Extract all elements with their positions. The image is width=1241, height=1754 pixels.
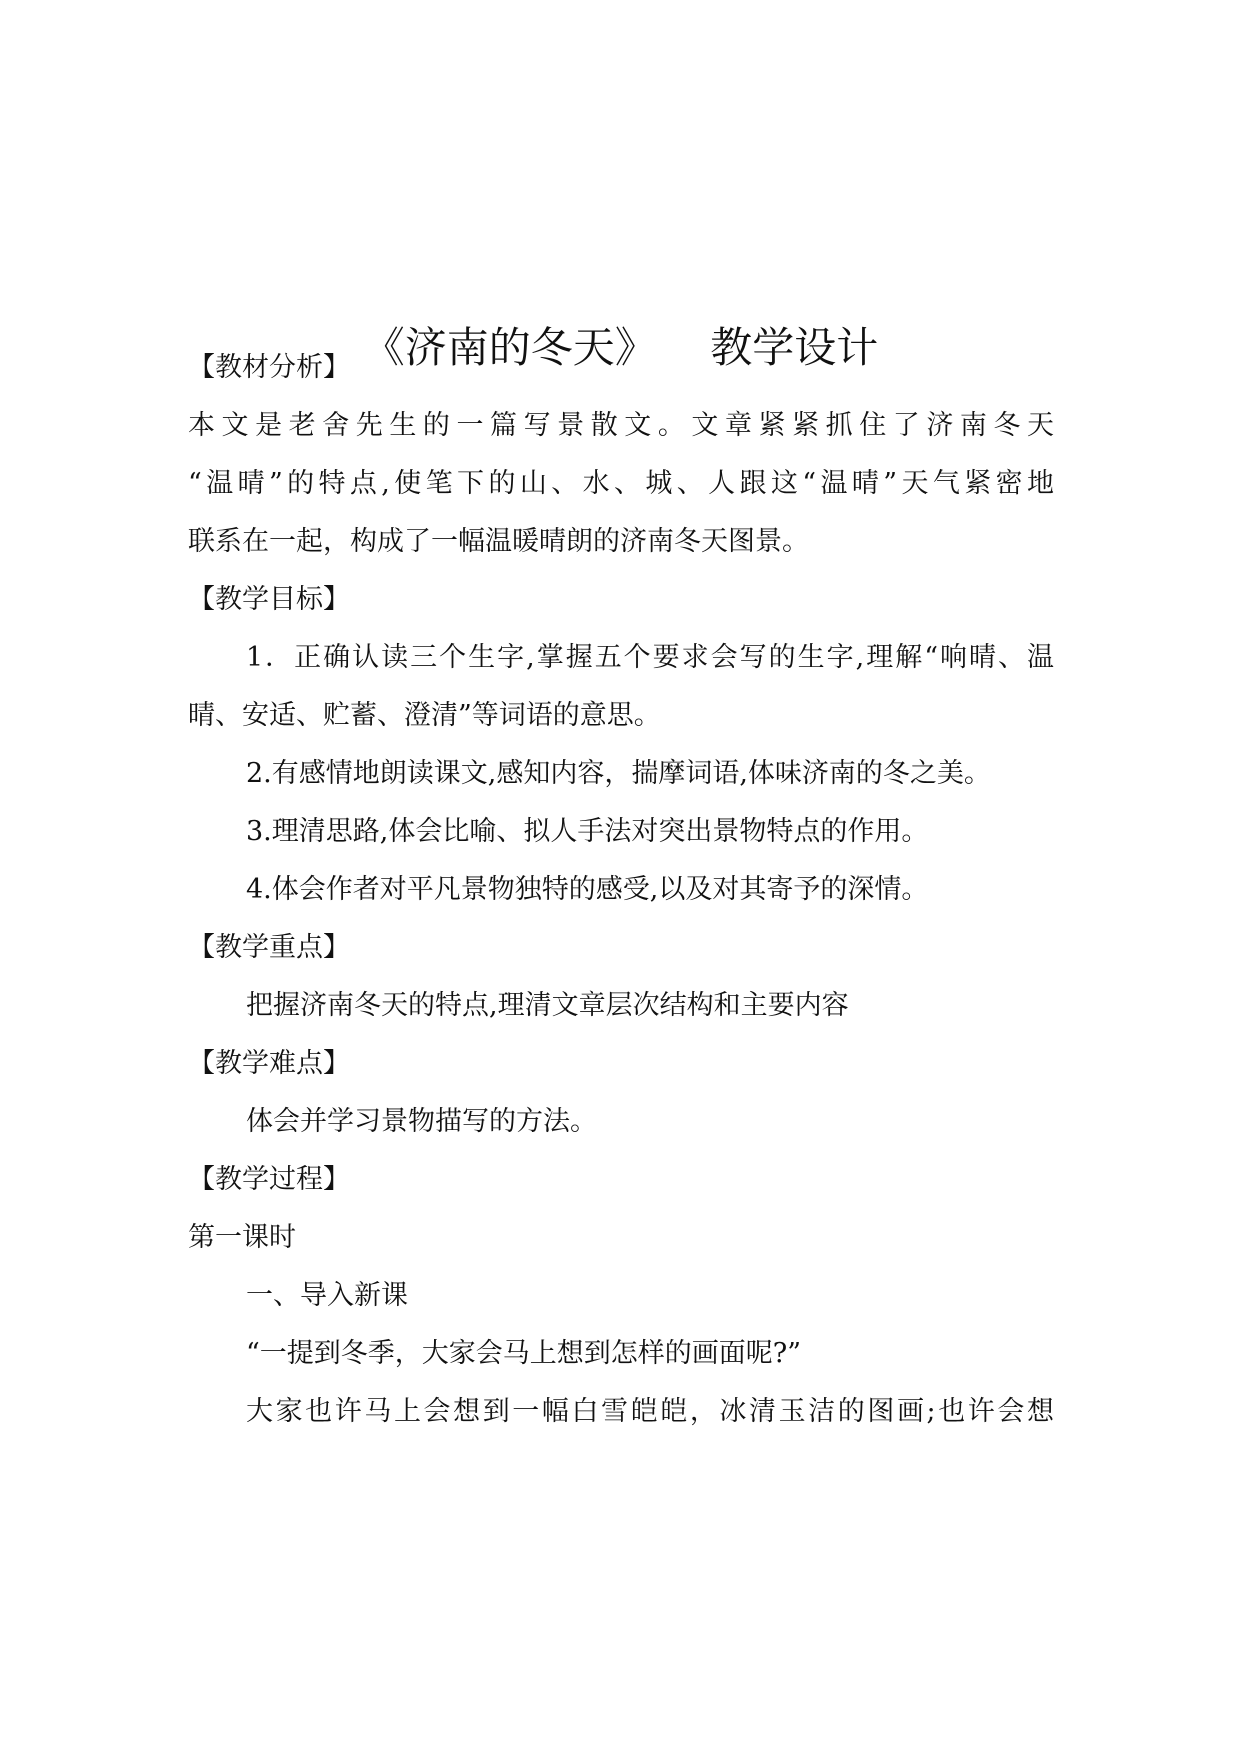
intro-quote: “一提到冬季，大家会马上想到怎样的画面呢?” [246,1338,802,1369]
material-paragraph-line-1: 本文是老舍先生的一篇写景散文。文章紧紧抓住了济南冬天 [188,410,1054,441]
goal-1-line-1: 1．正确认读三个生字,掌握五个要求会写的生字,理解“响晴、温 [246,642,1054,673]
heading-teaching-process: 【教学过程】 [188,1164,350,1195]
goal-2: 2.有感情地朗读课文,感知内容，揣摩词语,体味济南的冬之美。 [246,758,991,789]
key-points-text: 把握济南冬天的特点,理清文章层次结构和主要内容 [246,990,849,1021]
heading-key-points: 【教学重点】 [188,932,350,963]
material-paragraph-line-2: “温晴”的特点,使笔下的山、水、城、人跟这“温晴”天气紧密地 [188,468,1054,499]
heading-difficulties: 【教学难点】 [188,1048,350,1079]
goal-4: 4.体会作者对平凡景物独特的感受,以及对其寄予的深情。 [246,874,929,905]
goal-3: 3.理清思路,体会比喻、拟人手法对突出景物特点的作用。 [246,816,929,847]
heading-material-analysis: 【教材分析】 [188,352,350,383]
intro-paragraph-line-1: 大家也许马上会想到一幅白雪皑皑，冰清玉洁的图画;也许会想 [246,1396,1054,1427]
material-paragraph-line-3: 联系在一起，构成了一幅温暖晴朗的济南冬天图景。 [188,526,809,557]
difficulties-text: 体会并学习景物描写的方法。 [246,1106,597,1137]
lesson-one-label: 第一课时 [188,1222,296,1253]
step-one-heading: 一、导入新课 [246,1280,408,1311]
goal-1-line-2: 晴、安适、贮蓄、澄清”等词语的意思。 [188,700,661,731]
heading-teaching-goals: 【教学目标】 [188,584,350,615]
document-title: 《济南的冬天》 教学设计 [362,323,879,372]
